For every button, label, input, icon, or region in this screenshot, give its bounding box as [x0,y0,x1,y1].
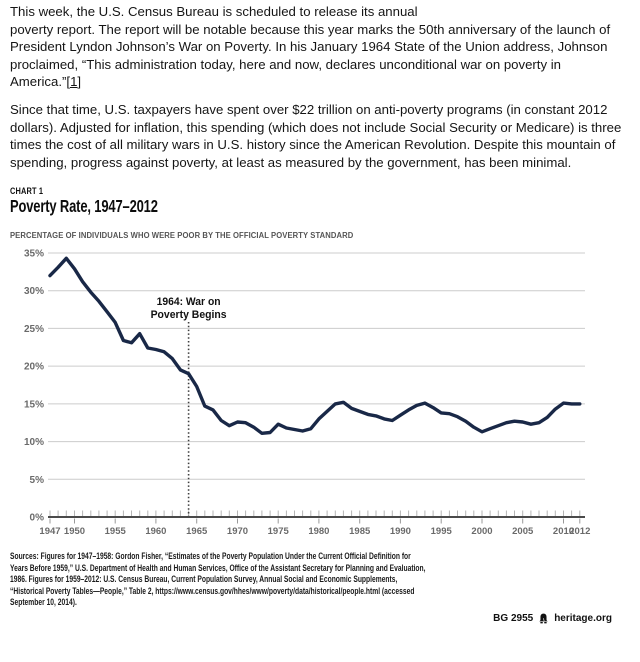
svg-text:5%: 5% [29,474,44,486]
poverty-rate-chart [0,240,640,550]
sources-note [10,551,426,609]
svg-text:1955: 1955 [104,526,126,537]
heritage-bell-icon [538,613,549,624]
publication-id: BG 2955 [493,613,534,624]
gridlines [48,253,585,479]
svg-text:35%: 35% [23,248,44,260]
svg-text:1960: 1960 [145,526,167,537]
x-axis-labels [39,519,590,538]
svg-text:1964: War on: 1964: War on [156,296,221,308]
intro-paragraph-rest: poverty report. The report will be notable because this year marks the 50th anniversary of the launch of President Lyndon Johnson’s War on Poverty. In his January 1964 State of the Union address, Johnson proclaimed, “This administration today, here and now, declares unconditional war on poverty in America.” [10,21,611,89]
svg-text:2012: 2012 [569,526,591,537]
chart-subtitle: PERCENTAGE OF INDIVIDUALS WHO WERE POOR BY THE OFFICIAL POVERTY STANDARD [10,230,354,240]
svg-text:Poverty Begins: Poverty Begins [150,309,227,321]
spending-paragraph: Since that time, U.S. taxpayers have spent over $22 trillion on anti-poverty programs (in constant 2012 dollars). Adjusted for inflation, this spending (which does not include Social Security or Medicare) is three times the cost of all military wars in U.S. history since the American Revolution. Despite this mountain of spending, progress against poverty, at least as measured by the government, has been minimal. [10,102,622,170]
svg-text:1965: 1965 [186,526,208,537]
svg-text:15%: 15% [23,399,44,411]
svg-text:2000: 2000 [471,526,493,537]
svg-text:1970: 1970 [226,526,249,537]
sources-line: September 10, 2014). [10,597,77,608]
svg-text:1990: 1990 [389,526,411,537]
svg-text:1995: 1995 [430,526,452,537]
svg-text:1950: 1950 [63,526,86,537]
poverty-rate-line [50,258,580,433]
svg-text:25%: 25% [23,323,44,335]
footnote-1-link[interactable]: [1] [66,74,82,89]
war-on-poverty-annotation [151,296,227,516]
x-axis [48,511,585,518]
footer [493,613,612,624]
svg-text:0%: 0% [29,512,44,524]
heritage-link[interactable]: heritage.org [554,613,612,624]
intro-paragraph-line1: This week, the U.S. Census Bureau is scheduled to release its annual [10,4,418,19]
sources-line: 1986. Figures for 1959–2012: U.S. Census Bureau, Current Population Survey, Annual Social and Economic Supplements, [10,574,398,585]
svg-text:1985: 1985 [349,526,371,537]
svg-text:1947: 1947 [39,526,61,537]
svg-text:2010: 2010 [552,526,575,537]
svg-text:30%: 30% [23,286,44,298]
chart-title: Poverty Rate, 1947–2012 [10,196,158,216]
svg-text:1980: 1980 [308,526,330,537]
sources-line: Sources: Figures for 1947–1958: Gordon Fisher, “Estimates of the Poverty Population Under the Current Official Definition for [10,551,411,562]
sources-line: “Historical Poverty Tables—People,” Table 2, https://www.census.gov/hhes/www/poverty/data/historical/people.html (accessed [10,585,415,597]
chart-number-label: CHART 1 [10,186,44,197]
svg-text:20%: 20% [23,361,44,373]
svg-text:2005: 2005 [512,526,534,537]
intro-paragraph [10,3,630,91]
sources-line: Years Before 1959,” U.S. Department of Health and Human Services, Office of the Assistant Secretary for Planning and Evaluation, [10,562,426,574]
y-axis-labels [24,249,44,524]
svg-text:10%: 10% [23,437,44,449]
svg-text:1975: 1975 [267,526,289,537]
